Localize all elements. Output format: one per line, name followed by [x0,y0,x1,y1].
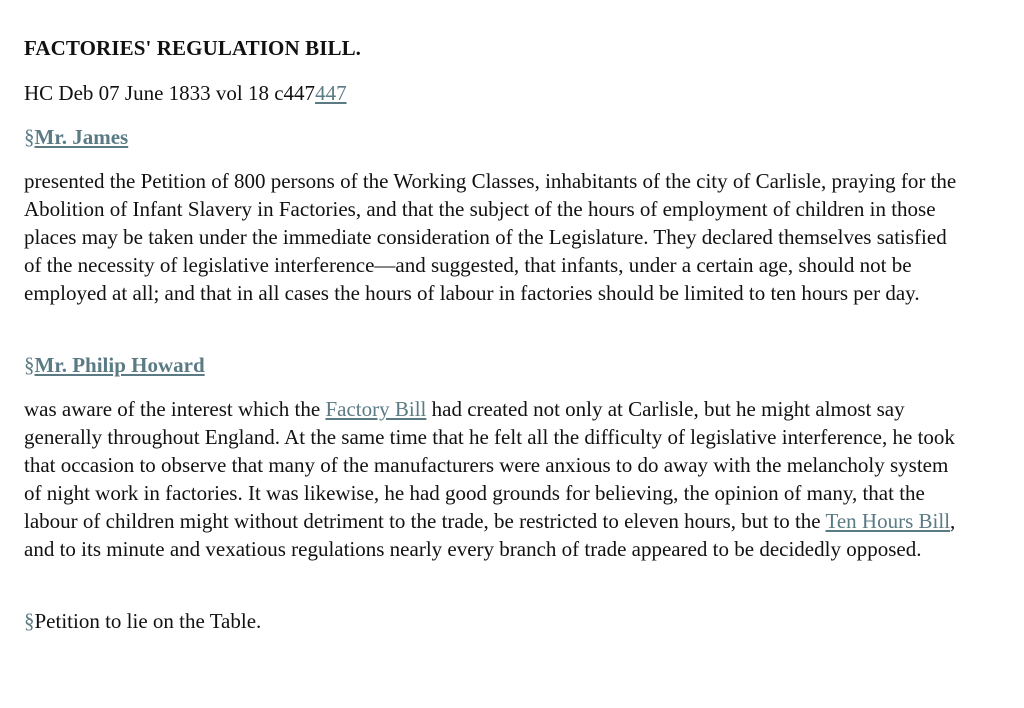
page-title: FACTORIES' REGULATION BILL. [24,36,362,60]
speech-text: had created not only at Carlisle, but he might almost say generally throughout England. At the same time that he felt all the difficulty of legislative interference, he took that occasion to observe that many of the manufacturers were anxious to do away with the melancholy system of night work in factories. It was likewise, he had good grounds for believing, the opinion of many, that the labour of children might without detriment to the trade, be restricted to eleven hours, but to the [24,397,955,533]
section-mark: § [24,125,35,149]
speech-paragraph-james: presented the Petition of 800 persons of the Working Classes, inhabitants of the city of Carlisle, praying for the Abolition of Infant Slavery in Factories, and that the subject of the hours of employment of children in those places may be taken under the immediate consideration of the Legislature. They declared themselves satisfied of the necessity of legislative interference—and suggested, that infants, under a certain age, should not be employed at all; and that in all cases the hours of labour in factories should be limited to ten hours per day. [24,169,957,305]
speech-text: was aware of the interest which the [24,397,326,421]
member-heading-howard [24,351,964,379]
member-heading-james [24,123,964,151]
closing-text: Petition to lie on the Table. [34,609,262,633]
factory-bill-link[interactable]: Factory Bill [325,397,427,421]
ten-hours-bill-link[interactable]: Ten Hours Bill [825,509,951,533]
speaker-link-howard[interactable]: Mr. Philip Howard [34,353,205,377]
citation-text: HC Deb 07 June 1833 vol 18 c447 [24,81,316,105]
citation-line [24,79,347,107]
section-mark: § [24,609,35,633]
column-link[interactable]: 447 [315,81,347,105]
speech-paragraph-howard [24,395,964,563]
closing-line [24,607,964,635]
section-mark: § [24,353,35,377]
speech-text: , and to its minute and vexatious regulations nearly every branch of trade appeared to be decidedly opposed. [24,509,956,561]
speaker-link-james[interactable]: Mr. James [34,125,129,149]
